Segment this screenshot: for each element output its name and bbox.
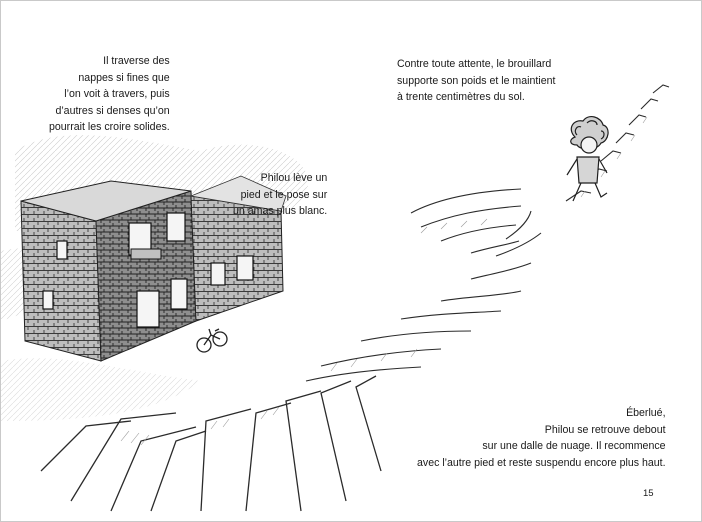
p2-line-3: un amas plus blanc. <box>233 205 328 218</box>
bicycle <box>197 329 227 352</box>
p3-line-1: Contre toute attente, le brouillard <box>397 58 552 70</box>
p3-line-3: à trente centimètres du sol. <box>397 91 525 104</box>
p4-line-2: Philou se retrouve debout <box>544 423 666 436</box>
p1-line-5: pourrait les croire solides. <box>49 121 170 134</box>
philou-character <box>567 117 608 201</box>
p4-line-3: sur une dalle de nuage. Il recommence <box>482 440 666 453</box>
p1-line-3: l’on voit à travers, puis <box>64 88 170 101</box>
p2-line-1: Philou lève un <box>260 172 328 184</box>
p4-line-4: avec l’autre pied et reste suspendu encore plus haut. <box>417 456 666 469</box>
upper-spiral-steps <box>411 85 669 253</box>
paragraph-3 <box>397 56 555 106</box>
middle-steps <box>306 211 541 381</box>
p3-line-2: supporte son poids et le maintient <box>397 74 556 87</box>
p1-line-2: nappes si fines que <box>78 71 170 84</box>
paragraph-4 <box>417 405 666 471</box>
page-number: 15 <box>643 488 654 499</box>
paragraph-1 <box>49 53 170 136</box>
p2-line-2: pied et le pose sur <box>240 188 328 201</box>
p1-line-4: d’autres si denses qu’on <box>55 104 170 117</box>
p1-line-1: Il traverse des <box>103 55 170 67</box>
p4-line-1: Éberlué, <box>626 407 666 419</box>
paragraph-2 <box>233 170 327 220</box>
